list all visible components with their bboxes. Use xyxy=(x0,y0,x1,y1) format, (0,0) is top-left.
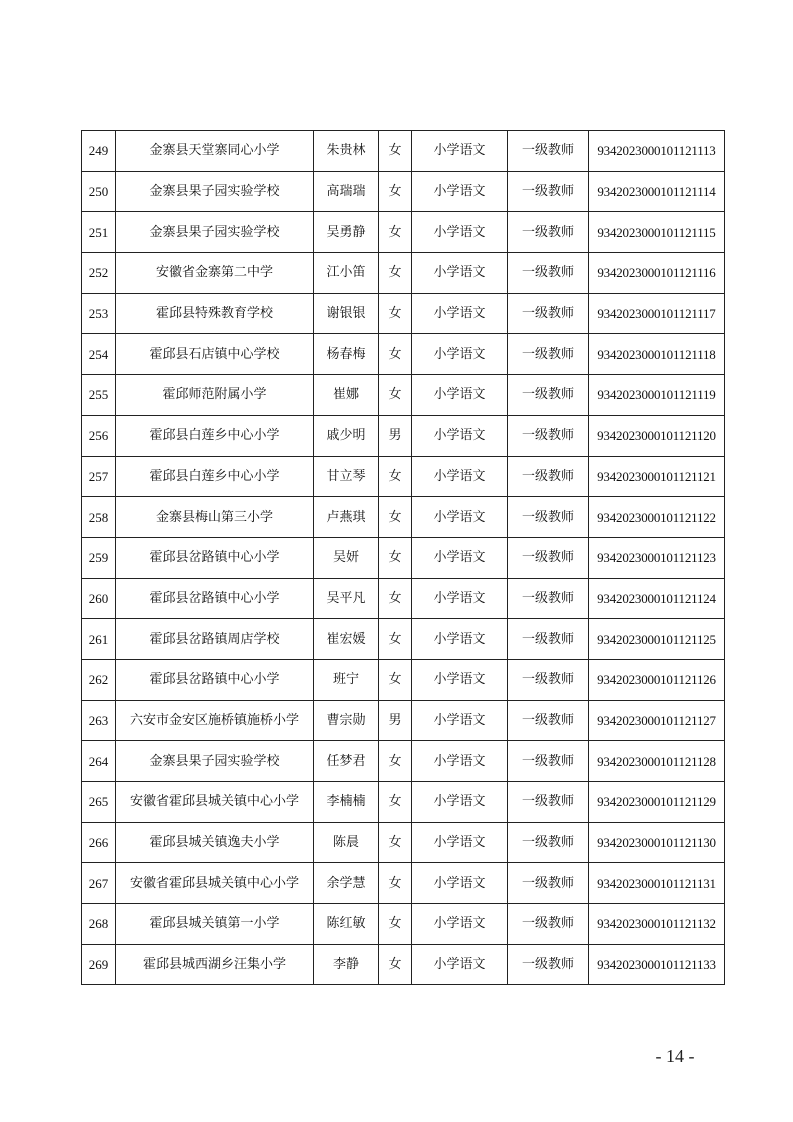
teacher-roster-table xyxy=(81,130,725,985)
cell-teacher-name: 高瑞瑞 xyxy=(314,171,379,212)
cell-subject: 小学语文 xyxy=(412,497,508,538)
cell-teacher-name: 吴妍 xyxy=(314,537,379,578)
cell-certificate-code: 9342023000101121129 xyxy=(589,782,725,823)
table-row xyxy=(82,171,725,212)
cell-gender: 女 xyxy=(379,863,412,904)
cell-gender: 男 xyxy=(379,700,412,741)
cell-certificate-code: 9342023000101121133 xyxy=(589,944,725,985)
cell-gender: 女 xyxy=(379,822,412,863)
cell-school: 霍邱县岔路镇中心小学 xyxy=(116,659,314,700)
cell-gender: 女 xyxy=(379,456,412,497)
cell-certificate-code: 9342023000101121125 xyxy=(589,619,725,660)
cell-gender: 女 xyxy=(379,537,412,578)
cell-school: 金寨县果子园实验学校 xyxy=(116,212,314,253)
cell-school: 金寨县天堂寨同心小学 xyxy=(116,131,314,172)
cell-school: 霍邱县岔路镇中心小学 xyxy=(116,578,314,619)
cell-teacher-name: 崔娜 xyxy=(314,375,379,416)
table-row xyxy=(82,944,725,985)
cell-teacher-name: 吴平凡 xyxy=(314,578,379,619)
cell-school: 霍邱县石店镇中心学校 xyxy=(116,334,314,375)
cell-professional-title: 一级教师 xyxy=(508,822,589,863)
table-row xyxy=(82,700,725,741)
cell-professional-title: 一级教师 xyxy=(508,619,589,660)
cell-school: 霍邱师范附属小学 xyxy=(116,375,314,416)
cell-gender: 女 xyxy=(379,375,412,416)
cell-teacher-name: 江小笛 xyxy=(314,253,379,294)
cell-certificate-code: 9342023000101121123 xyxy=(589,537,725,578)
cell-professional-title: 一级教师 xyxy=(508,497,589,538)
cell-teacher-name: 陈晨 xyxy=(314,822,379,863)
cell-school: 安徽省霍邱县城关镇中心小学 xyxy=(116,782,314,823)
cell-school: 霍邱县白莲乡中心小学 xyxy=(116,415,314,456)
cell-teacher-name: 戚少明 xyxy=(314,415,379,456)
cell-row-number: 268 xyxy=(82,904,116,945)
cell-gender: 女 xyxy=(379,741,412,782)
cell-professional-title: 一级教师 xyxy=(508,415,589,456)
cell-teacher-name: 卢燕琪 xyxy=(314,497,379,538)
cell-teacher-name: 余学慧 xyxy=(314,863,379,904)
cell-subject: 小学语文 xyxy=(412,863,508,904)
cell-subject: 小学语文 xyxy=(412,212,508,253)
cell-gender: 女 xyxy=(379,619,412,660)
cell-certificate-code: 9342023000101121126 xyxy=(589,659,725,700)
cell-professional-title: 一级教师 xyxy=(508,537,589,578)
cell-subject: 小学语文 xyxy=(412,904,508,945)
cell-teacher-name: 崔宏媛 xyxy=(314,619,379,660)
cell-row-number: 258 xyxy=(82,497,116,538)
cell-row-number: 250 xyxy=(82,171,116,212)
table-row xyxy=(82,415,725,456)
cell-teacher-name: 李静 xyxy=(314,944,379,985)
table-row xyxy=(82,904,725,945)
cell-teacher-name: 朱贵林 xyxy=(314,131,379,172)
cell-certificate-code: 9342023000101121124 xyxy=(589,578,725,619)
cell-row-number: 257 xyxy=(82,456,116,497)
cell-row-number: 251 xyxy=(82,212,116,253)
table-row xyxy=(82,212,725,253)
cell-gender: 女 xyxy=(379,293,412,334)
cell-row-number: 256 xyxy=(82,415,116,456)
cell-subject: 小学语文 xyxy=(412,253,508,294)
cell-professional-title: 一级教师 xyxy=(508,293,589,334)
cell-subject: 小学语文 xyxy=(412,537,508,578)
cell-school: 金寨县梅山第三小学 xyxy=(116,497,314,538)
roster-body xyxy=(82,131,725,985)
cell-professional-title: 一级教师 xyxy=(508,659,589,700)
cell-professional-title: 一级教师 xyxy=(508,456,589,497)
cell-school: 安徽省霍邱县城关镇中心小学 xyxy=(116,863,314,904)
cell-professional-title: 一级教师 xyxy=(508,944,589,985)
table-row xyxy=(82,497,725,538)
cell-certificate-code: 9342023000101121119 xyxy=(589,375,725,416)
cell-certificate-code: 9342023000101121115 xyxy=(589,212,725,253)
cell-gender: 女 xyxy=(379,904,412,945)
cell-gender: 女 xyxy=(379,334,412,375)
cell-professional-title: 一级教师 xyxy=(508,741,589,782)
cell-school: 霍邱县城关镇逸夫小学 xyxy=(116,822,314,863)
cell-certificate-code: 9342023000101121118 xyxy=(589,334,725,375)
cell-row-number: 253 xyxy=(82,293,116,334)
cell-row-number: 261 xyxy=(82,619,116,660)
cell-teacher-name: 吴勇静 xyxy=(314,212,379,253)
cell-certificate-code: 9342023000101121120 xyxy=(589,415,725,456)
table-row xyxy=(82,253,725,294)
cell-teacher-name: 甘立琴 xyxy=(314,456,379,497)
cell-school: 霍邱县城关镇第一小学 xyxy=(116,904,314,945)
cell-teacher-name: 任梦君 xyxy=(314,741,379,782)
table-row xyxy=(82,741,725,782)
cell-certificate-code: 9342023000101121113 xyxy=(589,131,725,172)
cell-school: 霍邱县白莲乡中心小学 xyxy=(116,456,314,497)
table-row xyxy=(82,578,725,619)
cell-row-number: 266 xyxy=(82,822,116,863)
cell-row-number: 264 xyxy=(82,741,116,782)
table-row xyxy=(82,619,725,660)
cell-professional-title: 一级教师 xyxy=(508,131,589,172)
cell-professional-title: 一级教师 xyxy=(508,782,589,823)
table-row xyxy=(82,659,725,700)
cell-teacher-name: 杨春梅 xyxy=(314,334,379,375)
cell-teacher-name: 李楠楠 xyxy=(314,782,379,823)
table-row xyxy=(82,131,725,172)
cell-school: 金寨县果子园实验学校 xyxy=(116,171,314,212)
cell-subject: 小学语文 xyxy=(412,375,508,416)
cell-certificate-code: 9342023000101121122 xyxy=(589,497,725,538)
cell-certificate-code: 9342023000101121127 xyxy=(589,700,725,741)
cell-certificate-code: 9342023000101121116 xyxy=(589,253,725,294)
cell-gender: 女 xyxy=(379,578,412,619)
table-row xyxy=(82,456,725,497)
cell-subject: 小学语文 xyxy=(412,415,508,456)
cell-row-number: 269 xyxy=(82,944,116,985)
cell-gender: 女 xyxy=(379,171,412,212)
cell-certificate-code: 9342023000101121132 xyxy=(589,904,725,945)
cell-professional-title: 一级教师 xyxy=(508,212,589,253)
cell-certificate-code: 9342023000101121131 xyxy=(589,863,725,904)
cell-professional-title: 一级教师 xyxy=(508,700,589,741)
cell-subject: 小学语文 xyxy=(412,822,508,863)
cell-professional-title: 一级教师 xyxy=(508,171,589,212)
cell-row-number: 252 xyxy=(82,253,116,294)
cell-subject: 小学语文 xyxy=(412,171,508,212)
cell-teacher-name: 谢银银 xyxy=(314,293,379,334)
cell-subject: 小学语文 xyxy=(412,334,508,375)
cell-professional-title: 一级教师 xyxy=(508,578,589,619)
table-row xyxy=(82,334,725,375)
cell-row-number: 262 xyxy=(82,659,116,700)
cell-subject: 小学语文 xyxy=(412,619,508,660)
cell-row-number: 255 xyxy=(82,375,116,416)
cell-subject: 小学语文 xyxy=(412,456,508,497)
cell-gender: 男 xyxy=(379,415,412,456)
cell-subject: 小学语文 xyxy=(412,293,508,334)
table-row xyxy=(82,537,725,578)
cell-teacher-name: 曹宗勋 xyxy=(314,700,379,741)
cell-subject: 小学语文 xyxy=(412,944,508,985)
cell-row-number: 260 xyxy=(82,578,116,619)
cell-gender: 女 xyxy=(379,212,412,253)
cell-subject: 小学语文 xyxy=(412,578,508,619)
cell-certificate-code: 9342023000101121121 xyxy=(589,456,725,497)
cell-gender: 女 xyxy=(379,944,412,985)
cell-school: 霍邱县特殊教育学校 xyxy=(116,293,314,334)
cell-gender: 女 xyxy=(379,253,412,294)
cell-school: 金寨县果子园实验学校 xyxy=(116,741,314,782)
cell-professional-title: 一级教师 xyxy=(508,863,589,904)
table-row xyxy=(82,822,725,863)
cell-professional-title: 一级教师 xyxy=(508,375,589,416)
table-row xyxy=(82,782,725,823)
cell-certificate-code: 9342023000101121117 xyxy=(589,293,725,334)
cell-subject: 小学语文 xyxy=(412,741,508,782)
cell-teacher-name: 班宁 xyxy=(314,659,379,700)
cell-gender: 女 xyxy=(379,131,412,172)
cell-row-number: 249 xyxy=(82,131,116,172)
cell-certificate-code: 9342023000101121114 xyxy=(589,171,725,212)
cell-professional-title: 一级教师 xyxy=(508,334,589,375)
table-row xyxy=(82,863,725,904)
cell-subject: 小学语文 xyxy=(412,131,508,172)
cell-row-number: 254 xyxy=(82,334,116,375)
table-row xyxy=(82,293,725,334)
cell-certificate-code: 9342023000101121128 xyxy=(589,741,725,782)
cell-subject: 小学语文 xyxy=(412,700,508,741)
cell-school: 安徽省金寨第二中学 xyxy=(116,253,314,294)
cell-school: 霍邱县城西湖乡汪集小学 xyxy=(116,944,314,985)
page-number: - 14 - xyxy=(655,1046,695,1066)
cell-school: 霍邱县岔路镇周店学校 xyxy=(116,619,314,660)
cell-school: 霍邱县岔路镇中心小学 xyxy=(116,537,314,578)
cell-row-number: 259 xyxy=(82,537,116,578)
cell-row-number: 263 xyxy=(82,700,116,741)
cell-teacher-name: 陈红敏 xyxy=(314,904,379,945)
cell-subject: 小学语文 xyxy=(412,659,508,700)
cell-row-number: 267 xyxy=(82,863,116,904)
cell-school: 六安市金安区施桥镇施桥小学 xyxy=(116,700,314,741)
cell-gender: 女 xyxy=(379,497,412,538)
cell-gender: 女 xyxy=(379,782,412,823)
table-row xyxy=(82,375,725,416)
cell-subject: 小学语文 xyxy=(412,782,508,823)
cell-row-number: 265 xyxy=(82,782,116,823)
cell-gender: 女 xyxy=(379,659,412,700)
cell-professional-title: 一级教师 xyxy=(508,253,589,294)
cell-professional-title: 一级教师 xyxy=(508,904,589,945)
cell-certificate-code: 9342023000101121130 xyxy=(589,822,725,863)
